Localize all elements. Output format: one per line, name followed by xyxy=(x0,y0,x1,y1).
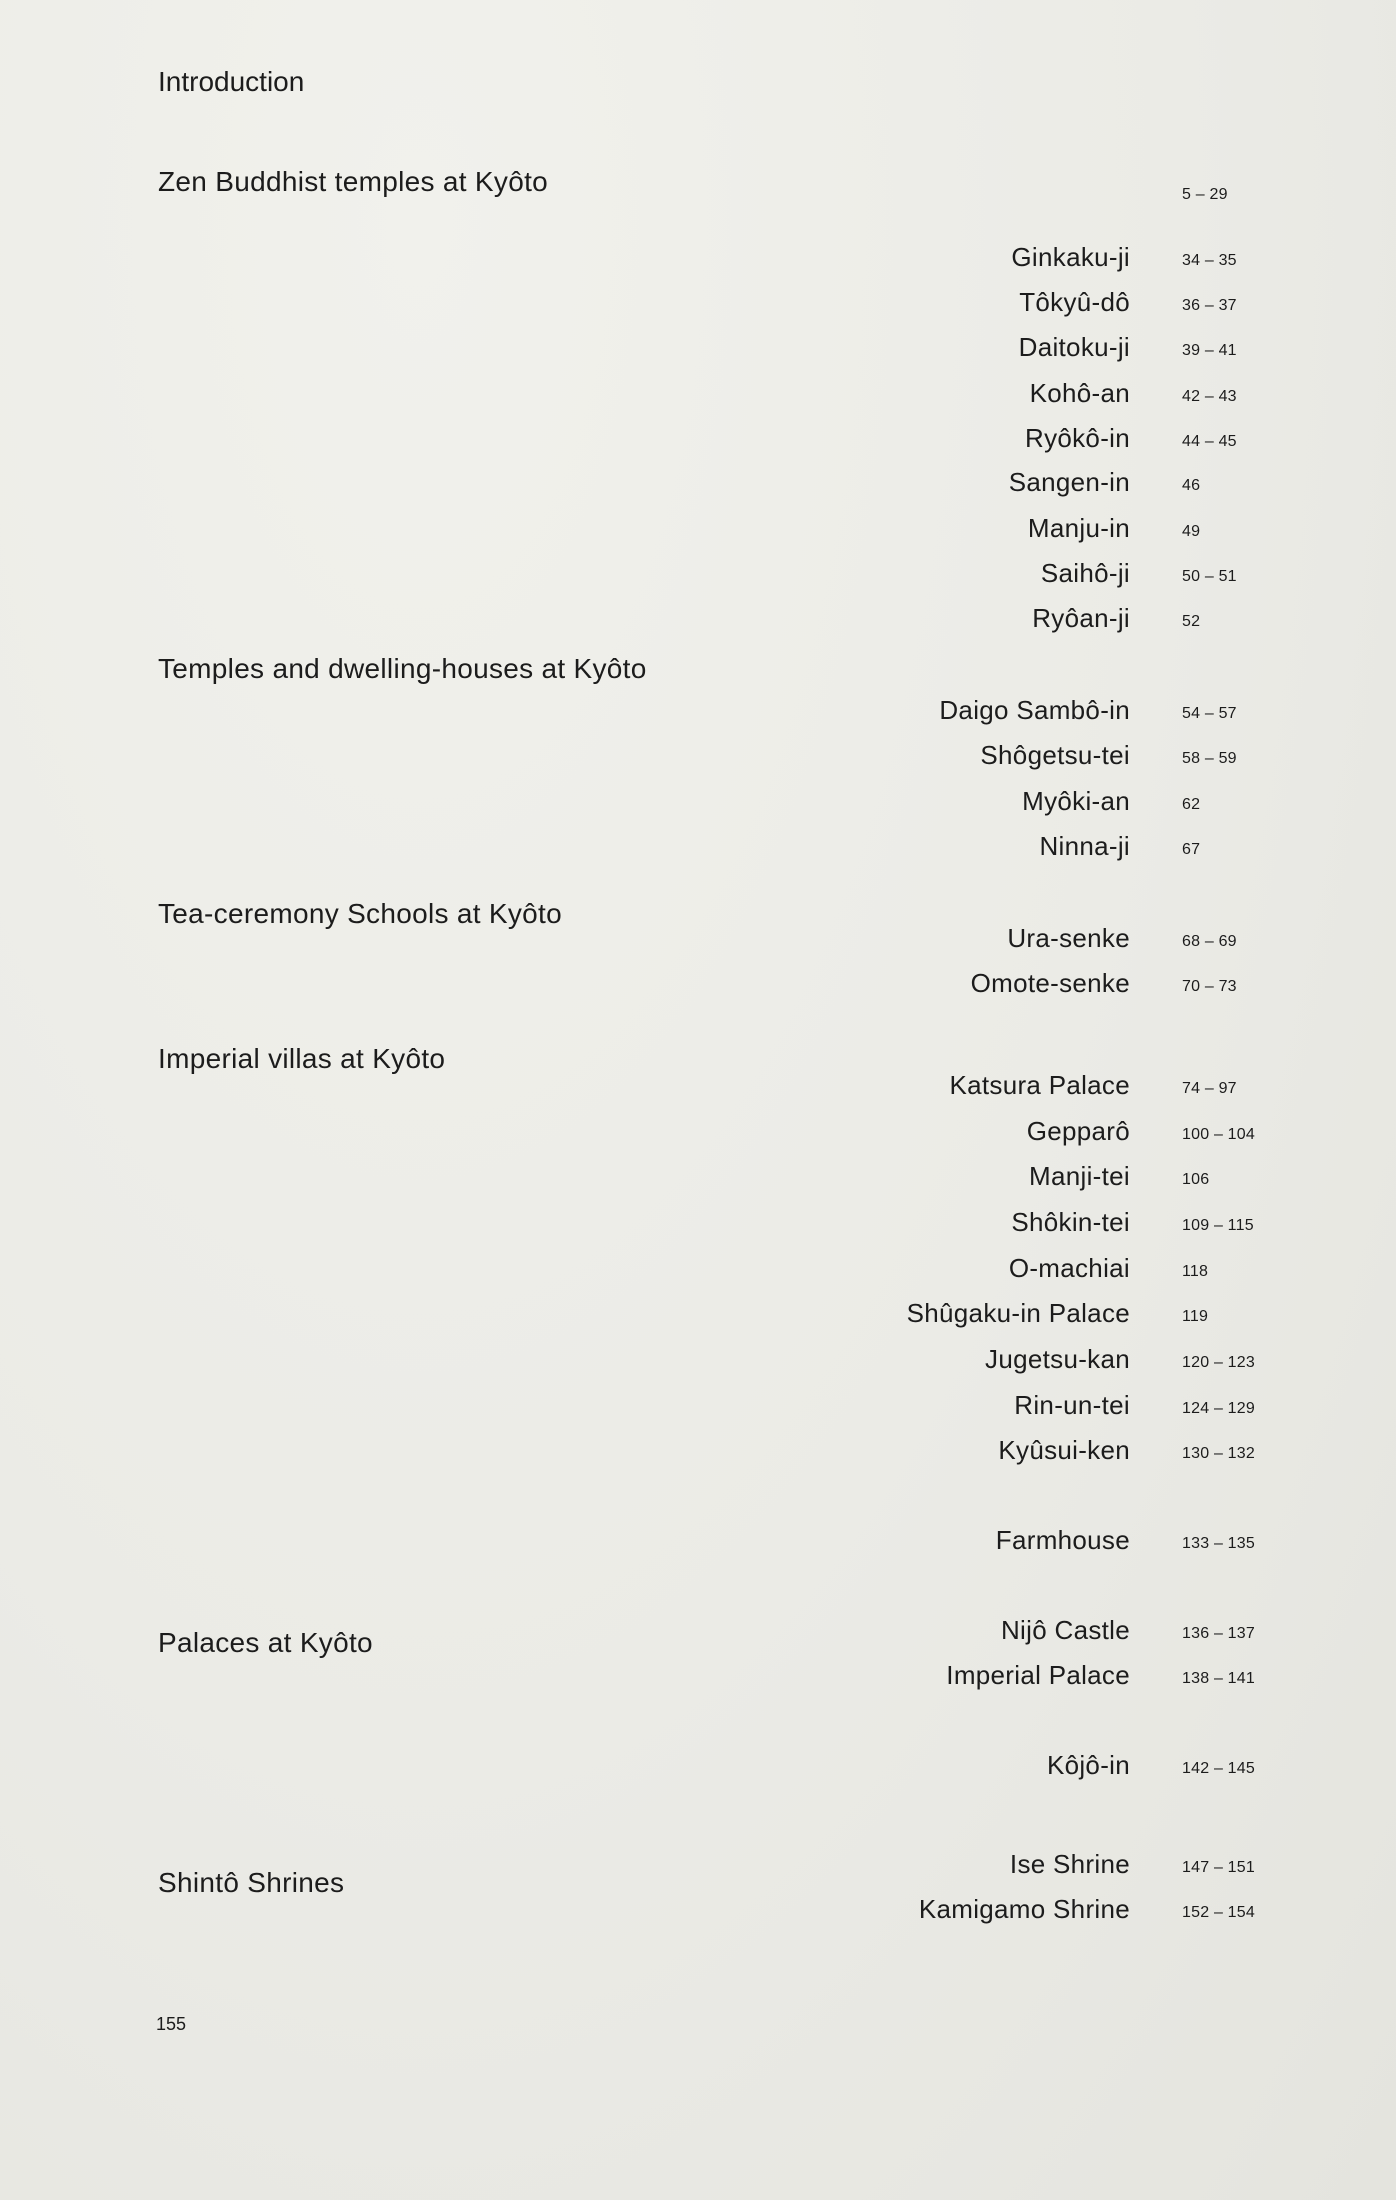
entry-name: Saihô-ji xyxy=(1040,558,1130,588)
page-range: 44 – 45 xyxy=(1182,433,1237,450)
page-range: 120 – 123 xyxy=(1182,1354,1255,1371)
toc-entry xyxy=(600,1660,1280,1700)
toc-entry xyxy=(600,1750,1280,1790)
entry-name: Daigo Sambô-in xyxy=(939,695,1130,725)
page-range: 49 xyxy=(1182,523,1201,540)
page-range: 36 – 37 xyxy=(1182,297,1237,314)
toc-entry xyxy=(600,1894,1280,1934)
page-range: 5 – 29 xyxy=(1182,186,1228,203)
toc-entry xyxy=(600,1849,1280,1889)
entry-name: Kamigamo Shrine xyxy=(918,1894,1130,1924)
entry-name: Ryôkô-in xyxy=(1025,423,1130,453)
page-range: 138 – 141 xyxy=(1182,1670,1255,1687)
page-range: 68 – 69 xyxy=(1182,933,1237,950)
entry-name: Ryôan-ji xyxy=(1032,603,1130,633)
toc-entry xyxy=(600,603,1280,643)
entry-name: Ninna-ji xyxy=(1039,831,1130,861)
entry-name: Shôgetsu-tei xyxy=(980,740,1130,770)
entry-name: Manji-tei xyxy=(1029,1161,1130,1191)
toc-entry xyxy=(600,467,1280,507)
entry-name: Ginkaku-ji xyxy=(1011,242,1130,272)
toc-entry xyxy=(600,513,1280,553)
introduction-heading: Introduction xyxy=(158,66,305,97)
page-range: 34 – 35 xyxy=(1182,252,1237,269)
page-number: 155 xyxy=(156,2014,187,2034)
toc-entry xyxy=(600,1161,1280,1201)
page-range: 106 xyxy=(1182,1171,1210,1188)
page-range: 130 – 132 xyxy=(1182,1445,1255,1462)
toc-entry xyxy=(600,1344,1280,1384)
section-heading-imperial-villas: Imperial villas at Kyôto xyxy=(158,1043,446,1074)
toc-entry xyxy=(600,968,1280,1008)
page-range: 119 xyxy=(1182,1308,1209,1325)
toc-entry xyxy=(600,1207,1280,1247)
toc-entry xyxy=(600,1298,1280,1338)
section-heading-temples-dwellings: Temples and dwelling-houses at Kyôto xyxy=(158,653,647,684)
toc-entry xyxy=(600,1615,1280,1655)
page-range: 118 xyxy=(1182,1263,1209,1280)
page-range: 70 – 73 xyxy=(1182,978,1237,995)
entry-name: Tôkyû-dô xyxy=(1019,287,1130,317)
section-heading-tea-ceremony: Tea-ceremony Schools at Kyôto xyxy=(158,898,563,929)
entry-name: Kyûsui-ken xyxy=(998,1435,1130,1465)
toc-entry xyxy=(600,287,1280,327)
entry-name: Omote-senke xyxy=(970,968,1130,998)
entry-name: Kohô-an xyxy=(1029,378,1130,408)
toc-entry xyxy=(600,378,1280,418)
toc-entry xyxy=(600,740,1280,780)
page-range: 152 – 154 xyxy=(1182,1904,1255,1921)
page-range: 58 – 59 xyxy=(1182,750,1237,767)
page-range: 67 xyxy=(1182,841,1201,858)
section-heading-palaces: Palaces at Kyôto xyxy=(158,1627,373,1658)
page-range: 109 – 115 xyxy=(1182,1217,1254,1234)
toc-entry xyxy=(600,923,1280,963)
toc-entry xyxy=(600,831,1280,871)
entry-name: Sangen-in xyxy=(1008,467,1130,497)
toc-entry xyxy=(600,1253,1280,1293)
page-range: 42 – 43 xyxy=(1182,388,1237,405)
entry-name: Katsura Palace xyxy=(949,1070,1130,1100)
entry-name: Gepparô xyxy=(1026,1116,1130,1146)
page-range: 142 – 145 xyxy=(1182,1760,1255,1777)
page-range: 100 – 104 xyxy=(1182,1126,1255,1143)
toc-entry xyxy=(600,332,1280,372)
toc-entry xyxy=(600,1070,1280,1110)
toc-entry xyxy=(600,176,1280,216)
toc-entry xyxy=(600,786,1280,826)
page-range: 52 xyxy=(1182,613,1201,630)
page-range: 124 – 129 xyxy=(1182,1400,1255,1417)
toc-entry xyxy=(600,1390,1280,1430)
entry-name: Myôki-an xyxy=(1022,786,1130,816)
toc-entry xyxy=(600,423,1280,463)
page-range: 62 xyxy=(1182,796,1201,813)
section-heading-zen-temples: Zen Buddhist temples at Kyôto xyxy=(158,166,549,197)
page-range: 46 xyxy=(1182,477,1201,494)
entry-name: Ise Shrine xyxy=(1009,1849,1130,1879)
page-range: 147 – 151 xyxy=(1182,1859,1255,1876)
section-heading-shinto-shrines: Shintô Shrines xyxy=(158,1867,345,1898)
entry-name: Kôjô-in xyxy=(1046,1750,1130,1780)
entry-name: Rin-un-tei xyxy=(1014,1390,1130,1420)
toc-entry xyxy=(600,1525,1280,1565)
toc-entry xyxy=(600,242,1280,282)
entry-name: Imperial Palace xyxy=(946,1660,1130,1690)
toc-entry xyxy=(600,1116,1280,1156)
entry-name: Ura-senke xyxy=(1007,923,1130,953)
entry-name: Shôkin-tei xyxy=(1011,1207,1130,1237)
toc-entry xyxy=(600,695,1280,735)
entry-name: Daitoku-ji xyxy=(1018,332,1130,362)
entry-name: Farmhouse xyxy=(995,1525,1130,1555)
entry-name: O-machiai xyxy=(1008,1253,1130,1283)
page-range: 136 – 137 xyxy=(1182,1625,1255,1642)
page-range: 133 – 135 xyxy=(1182,1535,1255,1552)
entry-name: Shûgaku-in Palace xyxy=(906,1298,1130,1328)
entry-name: Manju-in xyxy=(1027,513,1130,543)
entry-name: Nijô Castle xyxy=(1000,1615,1130,1645)
page-range: 39 – 41 xyxy=(1182,342,1237,359)
page-range: 74 – 97 xyxy=(1182,1080,1237,1097)
page-range: 50 – 51 xyxy=(1182,568,1237,585)
toc-entry xyxy=(600,1435,1280,1475)
page-range: 54 – 57 xyxy=(1182,705,1237,722)
toc-entry xyxy=(600,558,1280,598)
entry-name: Jugetsu-kan xyxy=(985,1344,1130,1374)
